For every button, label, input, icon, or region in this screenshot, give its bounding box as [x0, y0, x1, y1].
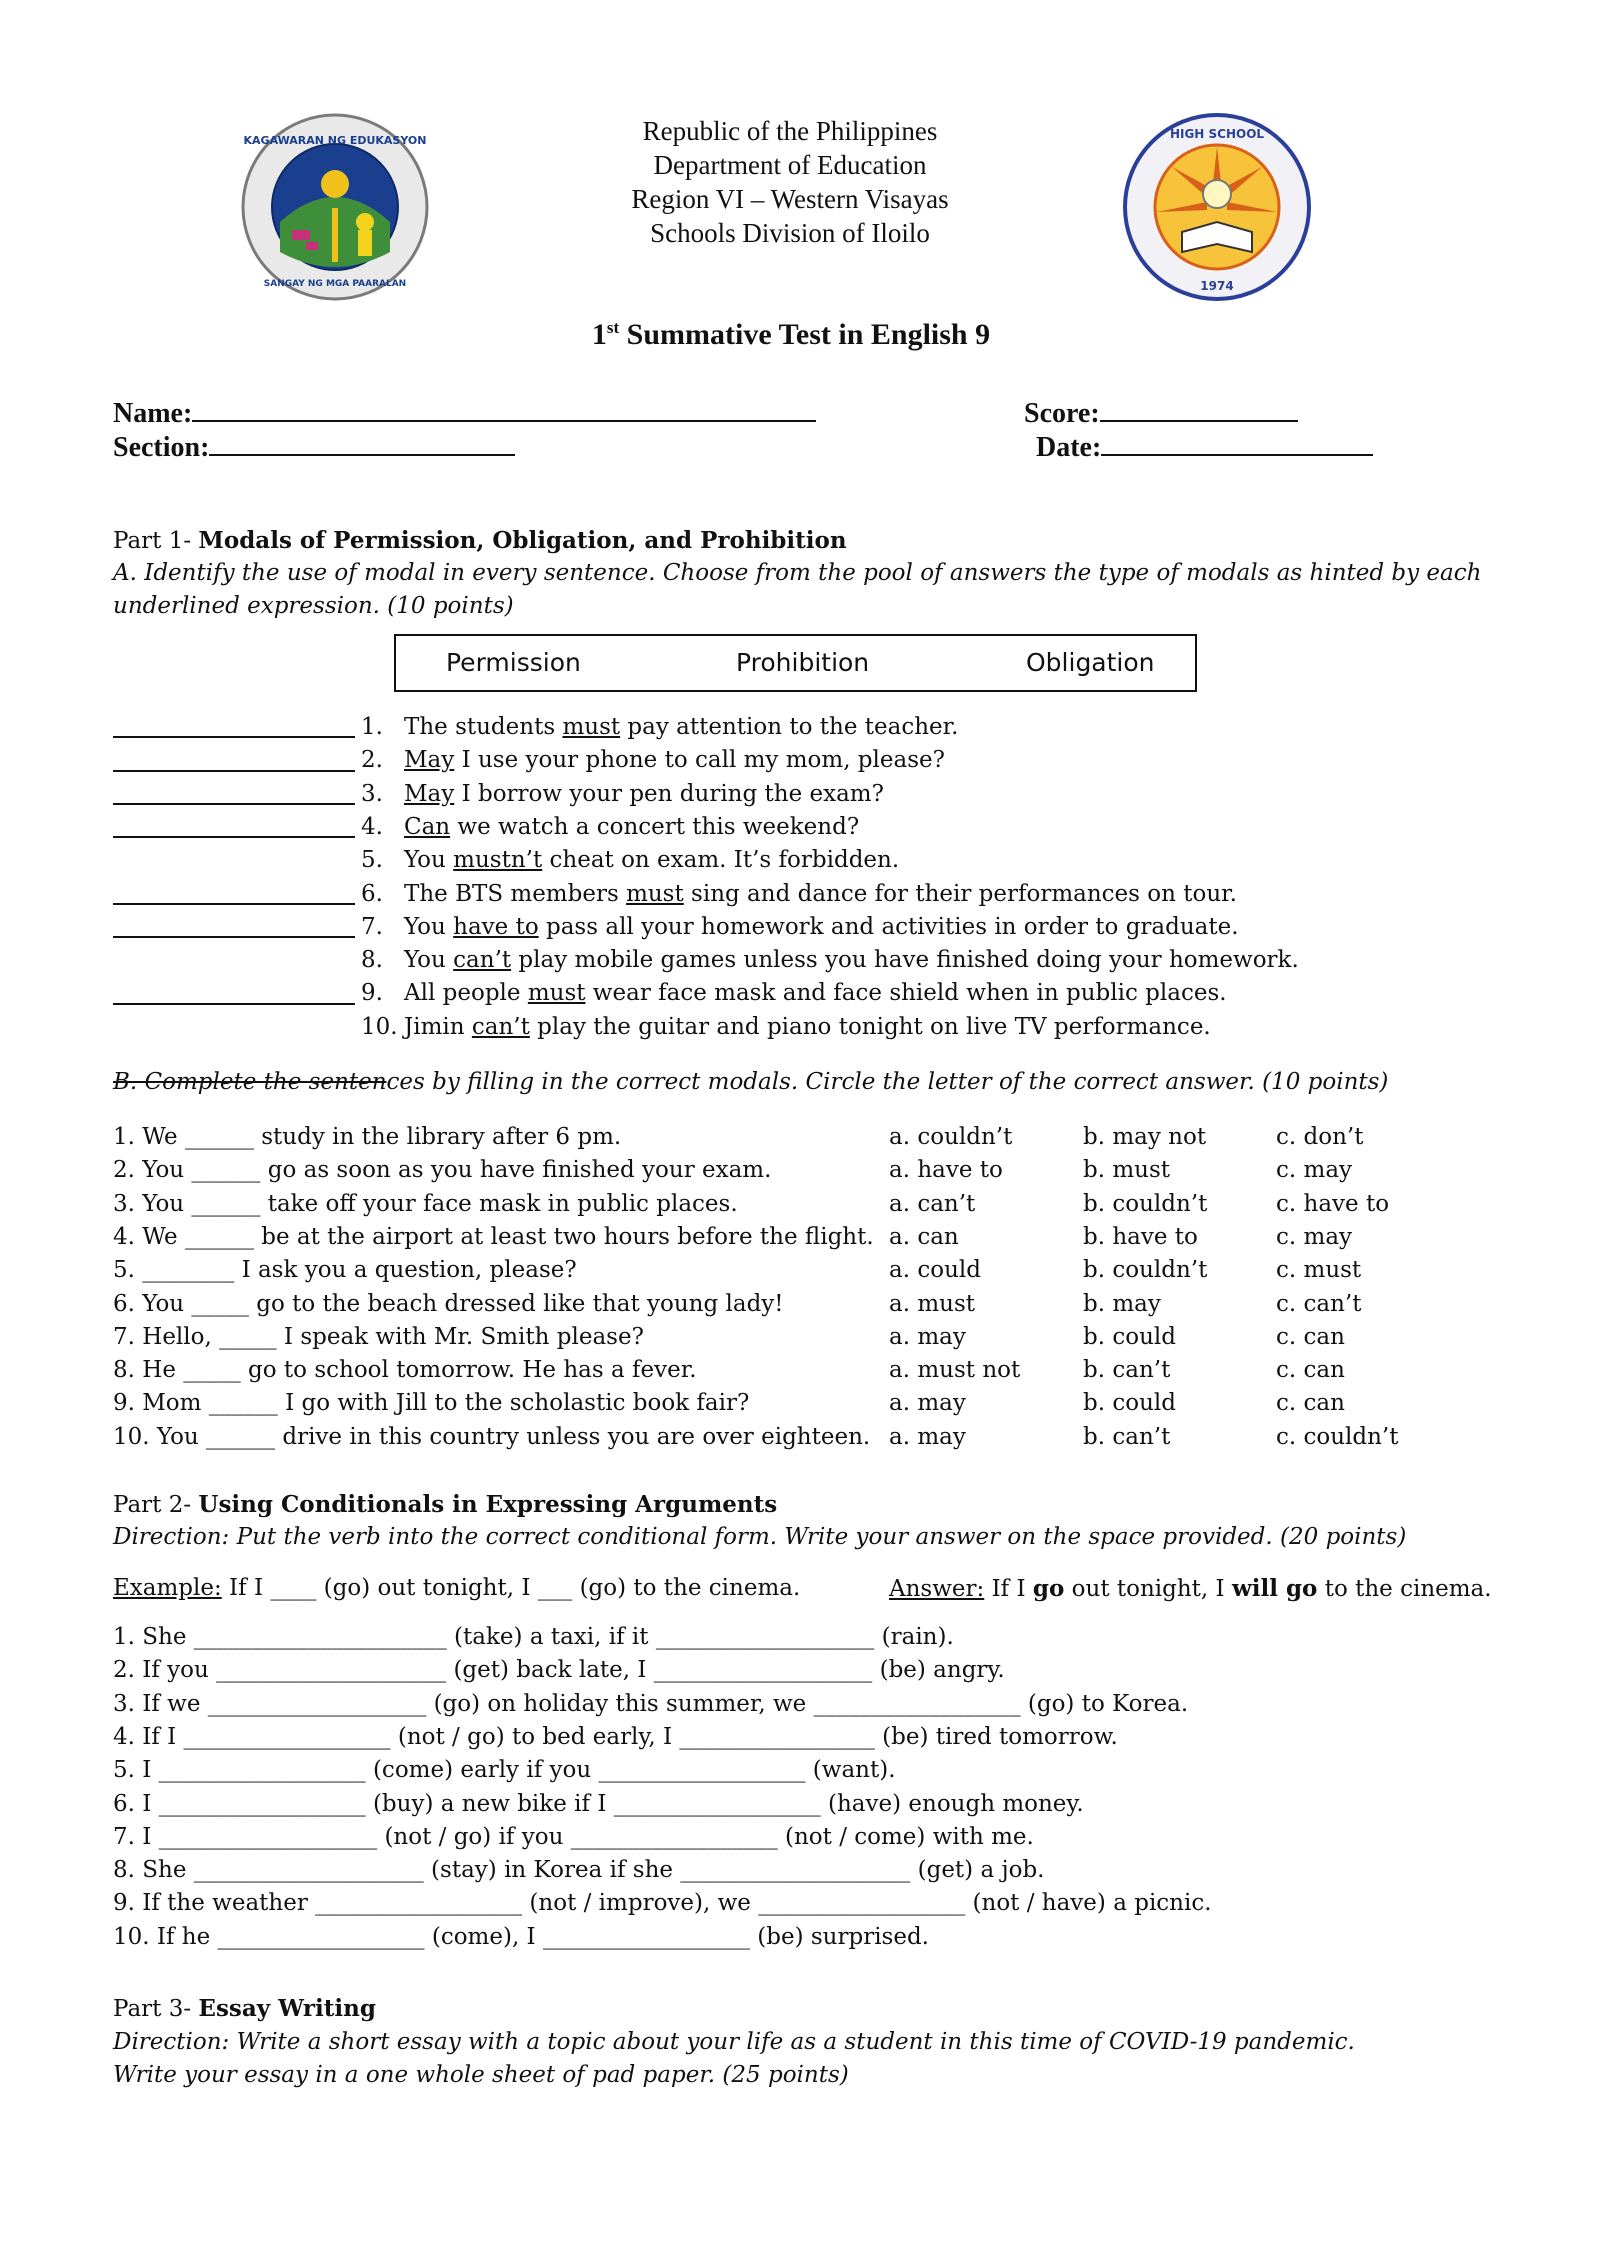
name-line[interactable]: [192, 396, 816, 422]
sentence-pre: You: [404, 847, 454, 874]
mc-option-c[interactable]: c. can: [1276, 1357, 1345, 1384]
section-field[interactable]: [113, 430, 515, 464]
item-number: 1.: [361, 714, 383, 740]
score-field[interactable]: [1024, 396, 1298, 430]
conditional-item: 5. I __________________ (come) early if you __________________ (want).: [113, 1757, 896, 1784]
underlined-modal: must: [562, 714, 621, 740]
conditional-item: 10. If he __________________ (come), I __________________ (be) surprised.: [113, 1923, 929, 1950]
date-field[interactable]: [1036, 430, 1373, 464]
sentence-pre: You: [404, 947, 454, 974]
example-line: Example: If I ____ (go) out tonight, I ___ (go) to the cinema.: [113, 1575, 801, 1601]
item-sentence: [404, 878, 1237, 911]
sentence-post: I use your phone to call my mom, please?: [454, 747, 945, 774]
mc-option-b[interactable]: b. have to: [1083, 1223, 1198, 1250]
sentence-pre: The BTS members: [404, 880, 627, 907]
conditional-item: 8. She ____________________ (stay) in Korea if she ____________________ (get) a job.: [113, 1857, 1045, 1884]
section-label: Section:: [113, 432, 210, 463]
item-number: 8.: [361, 947, 383, 974]
mc-option-c[interactable]: c. may: [1276, 1157, 1353, 1184]
underlined-modal: can’t: [453, 947, 512, 974]
item-sentence: [404, 911, 1239, 944]
date-line[interactable]: [1101, 430, 1373, 456]
mc-question: 8. He _____ go to school tomorrow. He has a fever.: [113, 1357, 697, 1384]
mc-question: 6. You _____ go to the beach dressed like that young lady!: [113, 1290, 784, 1317]
answer-blank-2[interactable]: [113, 770, 355, 772]
sentence-post: pass all your homework and activities in order to graduate.: [538, 913, 1239, 940]
item-sentence: [404, 844, 899, 877]
mc-option-a[interactable]: a. could: [889, 1257, 981, 1284]
item-number: 7.: [361, 913, 383, 940]
header-line: Department of Education: [653, 150, 927, 180]
mc-option-c[interactable]: c. can: [1276, 1323, 1345, 1350]
sentence-post: play mobile games unless you have finished doing your homework.: [511, 947, 1299, 974]
part2-direction: Direction: Put the verb into the correct conditional form. Write your answer on the space provided. (20 points): [113, 1524, 1407, 1550]
mc-option-c[interactable]: c. can: [1276, 1390, 1345, 1417]
mc-option-a[interactable]: a. can’t: [889, 1190, 976, 1217]
conditional-item: 6. I __________________ (buy) a new bike if I __________________ (have) enough money.: [113, 1790, 1084, 1817]
conditional-item: 9. If the weather __________________ (not / improve), we __________________ (not / have) a picnic.: [113, 1890, 1212, 1917]
sentence-post: play the guitar and piano tonight on live TV performance.: [529, 1013, 1211, 1040]
score-label: Score:: [1024, 398, 1100, 429]
part2-heading: Part 2- Using Conditionals in Expressing Arguments: [113, 1491, 778, 1518]
sentence-pre: Jimin: [404, 1013, 472, 1040]
sentence-pre: You: [404, 913, 454, 940]
item-sentence: [404, 977, 1227, 1010]
mc-option-b[interactable]: b. may not: [1083, 1124, 1207, 1150]
item-number: 9.: [361, 980, 383, 1007]
part3-direction-cont: Write your essay in a one whole sheet of pad paper. (25 points): [113, 2062, 849, 2088]
mc-question: 3. You ______ take off your face mask in public places.: [113, 1190, 738, 1217]
header-line: Schools Division of Iloilo: [650, 218, 930, 248]
name-field[interactable]: [113, 396, 816, 430]
underlined-modal: must: [527, 980, 586, 1007]
underlined-modal: May: [404, 780, 455, 807]
item-number: 5.: [361, 847, 383, 874]
answer-blank-9[interactable]: [113, 1003, 355, 1005]
mc-option-a[interactable]: a. may: [889, 1323, 966, 1350]
answer-pool-box: [394, 634, 1197, 692]
sentence-post: wear face mask and face shield when in public places.: [585, 980, 1227, 1007]
mc-option-b[interactable]: b. must: [1083, 1157, 1171, 1184]
item-number: 2.: [361, 747, 383, 774]
choice-obligation: Obligation: [1026, 648, 1155, 677]
mc-option-c[interactable]: c. may: [1276, 1223, 1353, 1250]
conditional-item: 7. I ___________________ (not / go) if you __________________ (not / come) with me.: [113, 1823, 1034, 1850]
mc-option-a[interactable]: a. have to: [889, 1157, 1003, 1184]
answer-blank-3[interactable]: [113, 803, 355, 805]
part1-direction-a: A. Identify the use of modal in every sentence. Choose from the pool of answers the type of modals as hinted by each: [113, 560, 1482, 586]
item-sentence: [404, 711, 958, 744]
sentence-pre: All people: [404, 980, 528, 1007]
underlined-modal: mustn’t: [453, 847, 543, 874]
underlined-modal: May: [404, 747, 455, 774]
item-sentence: [404, 811, 859, 844]
mc-option-b[interactable]: b. can’t: [1083, 1357, 1171, 1384]
mc-option-c[interactable]: c. have to: [1276, 1190, 1390, 1217]
answer-blank-1[interactable]: [113, 736, 355, 738]
answer-blank-4[interactable]: [113, 836, 355, 838]
part1-direction-a-cont: underlined expression. (10 points): [113, 593, 514, 619]
school-seal-logo: [1122, 112, 1312, 302]
choice-permission: Permission: [446, 648, 581, 677]
mc-option-b[interactable]: b. couldn’t: [1083, 1190, 1208, 1217]
mc-question: 2. You ______ go as soon as you have finished your exam.: [113, 1157, 772, 1184]
mc-option-a[interactable]: a. must not: [889, 1357, 1021, 1384]
conditional-item: 2. If you ____________________ (get) back late, I ___________________ (be) angry.: [113, 1657, 1005, 1684]
mc-question: 4. We ______ be at the airport at least two hours before the flight.: [113, 1223, 874, 1250]
mc-option-b[interactable]: b. couldn’t: [1083, 1257, 1208, 1284]
deped-seal-logo: [240, 112, 430, 302]
choice-prohibition: Prohibition: [736, 648, 870, 677]
date-label: Date:: [1036, 432, 1102, 463]
item-sentence: [404, 744, 945, 777]
mc-option-b[interactable]: b. may: [1083, 1290, 1161, 1317]
svg-text:HIGH SCHOOL: HIGH SCHOOL: [1169, 127, 1265, 141]
conditional-item: 1. She ______________________ (take) a taxi, if it ___________________ (rain).: [113, 1624, 954, 1650]
mc-option-b[interactable]: b. could: [1083, 1323, 1176, 1350]
underlined-modal: have to: [453, 913, 539, 940]
underlined-modal: must: [626, 880, 684, 907]
svg-text:SANGAY NG MGA PAARALAN: SANGAY NG MGA PAARALAN: [263, 279, 407, 289]
mc-question: 5. ________ I ask you a question, please?: [113, 1257, 577, 1284]
mc-option-b[interactable]: b. can’t: [1083, 1423, 1171, 1450]
conditional-item: 3. If we ___________________ (go) on holiday this summer, we __________________ (go) to Korea.: [113, 1690, 1189, 1717]
header-line: Republic of the Philippines: [642, 116, 938, 146]
item-number: 6.: [361, 880, 383, 907]
item-sentence: [404, 944, 1299, 977]
sentence-post: cheat on exam. It’s forbidden.: [542, 847, 900, 874]
mc-option-c[interactable]: c. must: [1276, 1257, 1362, 1284]
test-title: 1st Summative Test in English 9: [591, 318, 991, 351]
mc-option-b[interactable]: b. could: [1083, 1390, 1176, 1417]
item-number: 10.: [361, 1013, 398, 1040]
score-line[interactable]: [1100, 396, 1298, 422]
conditional-item: 4. If I __________________ (not / go) to bed early, I _________________ (be) tired tomorrow.: [113, 1723, 1118, 1750]
underlined-modal: can’t: [471, 1013, 530, 1040]
answer-blank-7[interactable]: [113, 936, 355, 938]
part1-direction-b: B. Complete the sentences by filling in the correct modals. Circle the letter of the correct answer. (10 points): [113, 1069, 1389, 1095]
part3-heading: Part 3- Essay Writing: [113, 1995, 376, 2022]
mc-option-c[interactable]: c. couldn’t: [1276, 1423, 1399, 1450]
item-sentence: [404, 1011, 1211, 1044]
header-line: Region VI – Western Visayas: [631, 184, 949, 214]
svg-text:1974: 1974: [1200, 279, 1234, 293]
sentence-post: I borrow your pen during the exam?: [454, 780, 884, 807]
mc-question: 7. Hello, _____ I speak with Mr. Smith please?: [113, 1323, 644, 1350]
mc-question: 1. We ______ study in the library after 6 pm.: [113, 1124, 622, 1150]
sentence-pre: The students: [404, 714, 563, 740]
mc-question: 9. Mom ______ I go with Jill to the scholastic book fair?: [113, 1390, 750, 1417]
name-label: Name:: [113, 398, 193, 429]
item-sentence: [404, 778, 884, 811]
header-block: [560, 114, 1020, 250]
underlined-modal: Can: [404, 813, 451, 840]
item-number: 4.: [361, 813, 383, 840]
mc-option-c[interactable]: c. can’t: [1276, 1290, 1362, 1317]
part1-heading: Part 1- Modals of Permission, Obligation, and Prohibition: [113, 527, 847, 554]
mc-option-a[interactable]: a. can: [889, 1223, 959, 1250]
section-line[interactable]: [209, 430, 515, 456]
mc-option-a[interactable]: a. must: [889, 1290, 976, 1317]
svg-text:KAGAWARAN NG EDUKASYON: KAGAWARAN NG EDUKASYON: [243, 134, 427, 147]
mc-option-c[interactable]: c. don’t: [1276, 1124, 1364, 1150]
mc-option-a[interactable]: a. may: [889, 1423, 966, 1450]
sentence-post: sing and dance for their performances on tour.: [683, 880, 1237, 907]
example-answer: Answer: If I go out tonight, I will go to the cinema.: [889, 1575, 1492, 1602]
sentence-post: pay attention to the teacher.: [620, 714, 959, 740]
mc-question: 10. You ______ drive in this country unless you are over eighteen.: [113, 1423, 871, 1450]
sentence-post: we watch a concert this weekend?: [450, 813, 860, 840]
item-number: 3.: [361, 780, 383, 807]
part3-direction: Direction: Write a short essay with a topic about your life as a student in this time of COVID-19 pandemic.: [113, 2029, 1355, 2055]
mc-option-a[interactable]: a. couldn’t: [889, 1124, 1013, 1150]
answer-blank-6[interactable]: [113, 903, 355, 905]
mc-option-a[interactable]: a. may: [889, 1390, 966, 1417]
